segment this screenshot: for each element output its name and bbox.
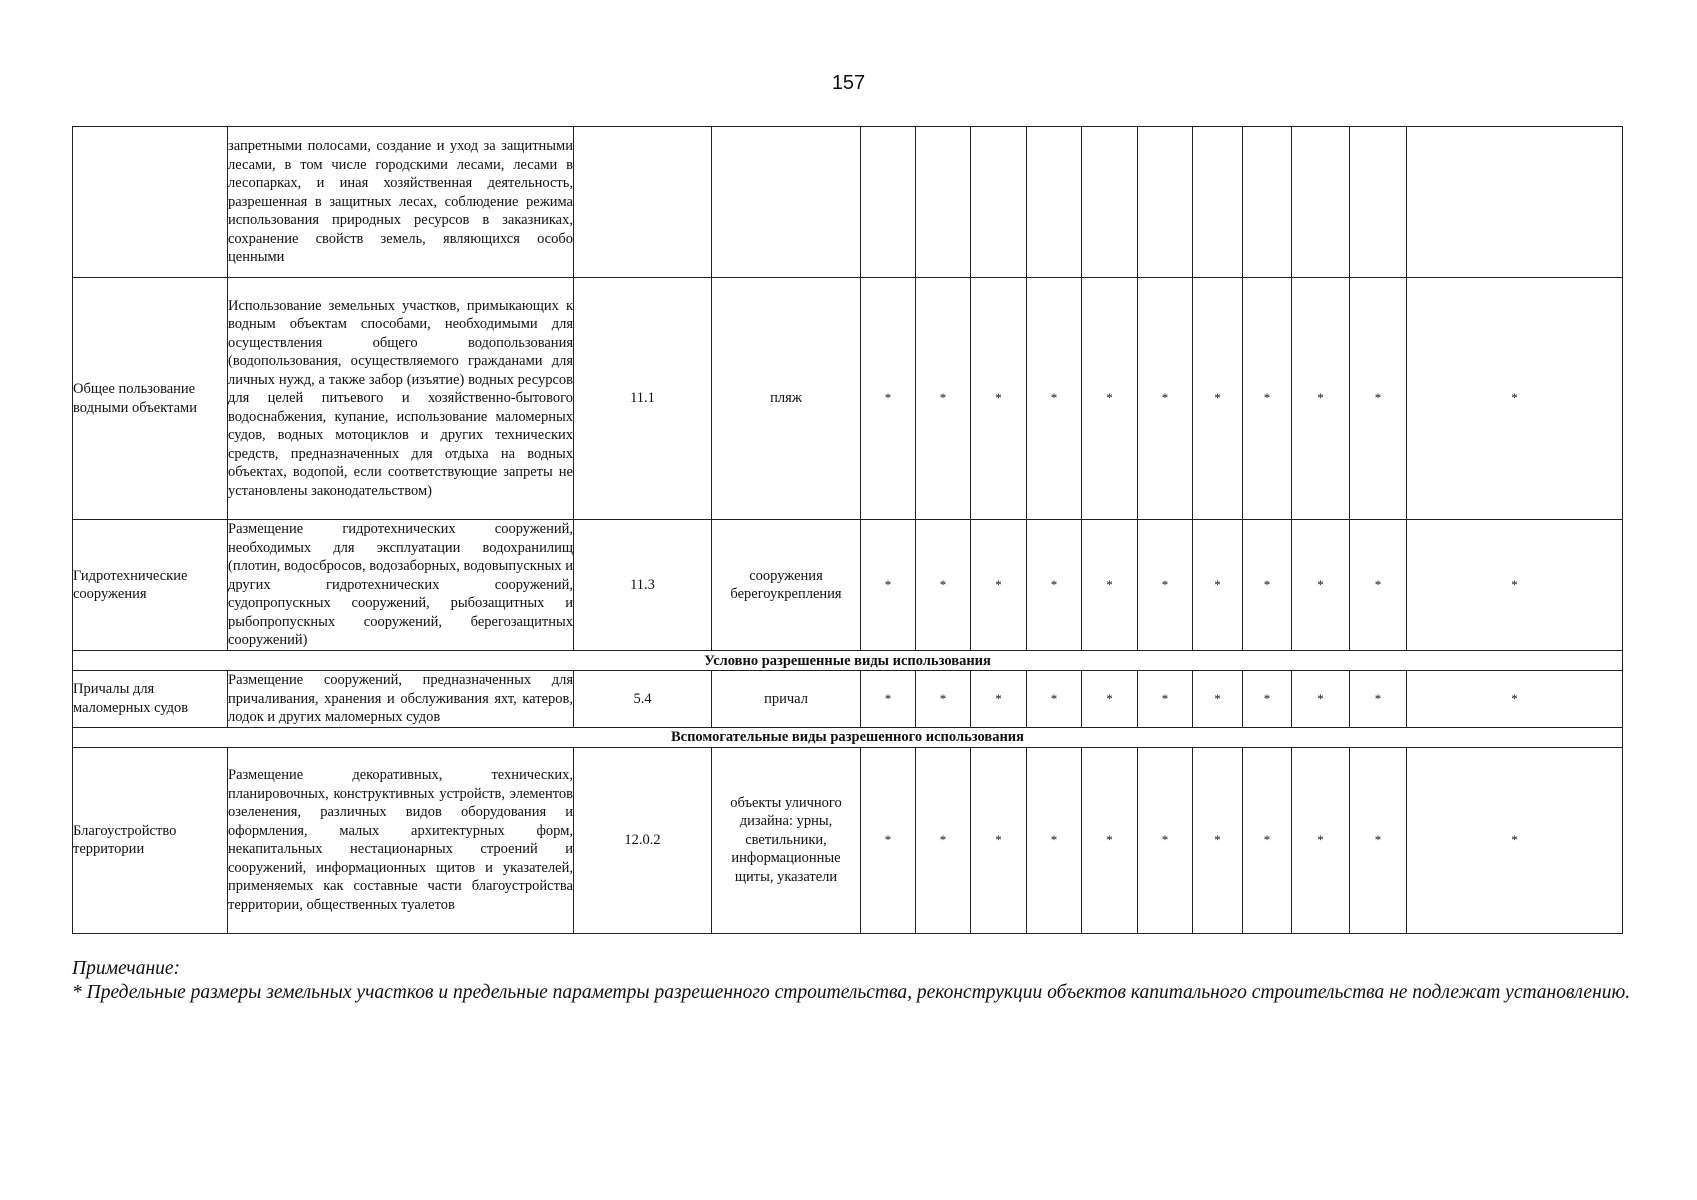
star-cell: * bbox=[861, 671, 916, 728]
row-object bbox=[712, 127, 861, 278]
star-cell: * bbox=[1350, 671, 1407, 728]
table-row bbox=[73, 520, 1623, 651]
table-row bbox=[73, 127, 1623, 278]
page-number: 157 bbox=[831, 72, 866, 94]
param-cell bbox=[1292, 127, 1350, 278]
star-cell: * bbox=[1027, 747, 1082, 933]
star-cell: * bbox=[861, 278, 916, 520]
star-cell: * bbox=[1407, 520, 1623, 651]
star-cell: * bbox=[1292, 520, 1350, 651]
star-cell: * bbox=[1292, 747, 1350, 933]
row-code: 11.1 bbox=[574, 278, 712, 520]
star-cell: * bbox=[1138, 278, 1193, 520]
star-cell: * bbox=[1243, 671, 1292, 728]
star-cell: * bbox=[1243, 278, 1292, 520]
footnote-title: Примечание: bbox=[72, 958, 181, 979]
star-cell: * bbox=[1407, 747, 1623, 933]
star-cell: * bbox=[1027, 520, 1082, 651]
footnote-text: * Предельные размеры земельных участков и предельные параметры разрешенного строительства, реконструкции объектов капитального строительства не подлежат установлению. bbox=[72, 982, 1631, 1003]
star-cell: * bbox=[1138, 671, 1193, 728]
star-cell: * bbox=[916, 747, 971, 933]
star-cell: * bbox=[971, 278, 1027, 520]
star-cell: * bbox=[1027, 671, 1082, 728]
star-cell: * bbox=[1138, 520, 1193, 651]
param-cell bbox=[1027, 127, 1082, 278]
row-description: Использование земельных участков, примыкающих к водным объектам способами, необходимыми для осуществления общего водопользования (водопользования, осуществляемого гражданами для личных нужд, а также забор (изъятие) водных ресурсов для целей питьевого и хозяйственно-бытового водоснабжения, купание, использование маломерных судов, водных мотоциклов и других технических средств, предназначенных для отдыха на водных объектах, водопой, если соответствующие запреты не установлены законодательством) bbox=[228, 278, 574, 520]
star-cell: * bbox=[1350, 747, 1407, 933]
param-cell bbox=[861, 127, 916, 278]
table-body bbox=[73, 127, 1623, 934]
row-code: 11.3 bbox=[574, 520, 712, 651]
row-name: Гидротехнические сооружения bbox=[73, 520, 228, 651]
star-cell: * bbox=[1193, 747, 1243, 933]
star-cell: * bbox=[1243, 747, 1292, 933]
row-object: объекты уличного дизайна: урны, светильники, информационные щиты, указатели bbox=[712, 747, 861, 933]
star-cell: * bbox=[916, 520, 971, 651]
row-object: сооружения берегоукрепления bbox=[712, 520, 861, 651]
star-cell: * bbox=[861, 520, 916, 651]
row-description: Размещение декоративных, технических, планировочных, конструктивных устройств, элементов озеленения, различных видов оборудования и оформления, малых архитектурных форм, некапитальных нестационарных строений и сооружений, информационных щитов и указателей, применяемых как составные части благоустройства территории, общественных туалетов bbox=[228, 747, 574, 933]
star-cell: * bbox=[1082, 278, 1138, 520]
section-header-row bbox=[73, 651, 1623, 671]
star-cell: * bbox=[1138, 747, 1193, 933]
footnote bbox=[72, 957, 1632, 1005]
param-cell bbox=[1407, 127, 1623, 278]
param-cell bbox=[1082, 127, 1138, 278]
row-name: Причалы для маломерных судов bbox=[73, 671, 228, 728]
row-name bbox=[73, 127, 228, 278]
star-cell: * bbox=[1407, 278, 1623, 520]
row-code bbox=[574, 127, 712, 278]
section-title-conditional: Условно разрешенные виды использования bbox=[73, 651, 1623, 671]
star-cell: * bbox=[1193, 520, 1243, 651]
row-name: Благоустройство территории bbox=[73, 747, 228, 933]
table-row bbox=[73, 671, 1623, 728]
land-use-table bbox=[72, 126, 1623, 934]
star-cell: * bbox=[1082, 671, 1138, 728]
star-cell: * bbox=[861, 747, 916, 933]
star-cell: * bbox=[1292, 278, 1350, 520]
star-cell: * bbox=[971, 747, 1027, 933]
star-cell: * bbox=[1292, 671, 1350, 728]
section-title-auxiliary: Вспомогательные виды разрешенного использования bbox=[73, 727, 1623, 747]
param-cell bbox=[1138, 127, 1193, 278]
row-object: причал bbox=[712, 671, 861, 728]
row-code: 12.0.2 bbox=[574, 747, 712, 933]
star-cell: * bbox=[971, 671, 1027, 728]
table-row bbox=[73, 747, 1623, 933]
star-cell: * bbox=[916, 671, 971, 728]
star-cell: * bbox=[1243, 520, 1292, 651]
param-cell bbox=[1350, 127, 1407, 278]
star-cell: * bbox=[1082, 520, 1138, 651]
table-row bbox=[73, 278, 1623, 520]
star-cell: * bbox=[1350, 278, 1407, 520]
star-cell: * bbox=[916, 278, 971, 520]
row-name: Общее пользование водными объектами bbox=[73, 278, 228, 520]
star-cell: * bbox=[1027, 278, 1082, 520]
row-object: пляж bbox=[712, 278, 861, 520]
row-description: Размещение сооружений, предназначенных для причаливания, хранения и обслуживания яхт, катеров, лодок и других маломерных судов bbox=[228, 672, 573, 725]
row-description: запретными полосами, создание и уход за защитными лесами, в том числе городскими лесами, лесами в лесопарках, и иная хозяйственная деятельность, разрешенная в защитных лесах, соблюдение режима использования природных ресурсов в заказниках, сохранение свойств земель, являющихся особо ценными bbox=[228, 127, 574, 278]
star-cell: * bbox=[1407, 671, 1623, 728]
param-cell bbox=[971, 127, 1027, 278]
star-cell: * bbox=[1082, 747, 1138, 933]
star-cell: * bbox=[1350, 520, 1407, 651]
row-code: 5.4 bbox=[574, 671, 712, 728]
star-cell: * bbox=[1193, 671, 1243, 728]
param-cell bbox=[916, 127, 971, 278]
param-cell bbox=[1193, 127, 1243, 278]
star-cell: * bbox=[971, 520, 1027, 651]
section-header-row bbox=[73, 727, 1623, 747]
row-description: Размещение гидротехнических сооружений, необходимых для эксплуатации водохранилищ (плотин, водосбросов, водозаборных, водовыпускных и других гидротехнических сооружений, судопропускных сооружений, рыбозащитных и рыбопропускных сооружений, берегозащитных сооружений) bbox=[228, 520, 574, 651]
star-cell: * bbox=[1193, 278, 1243, 520]
param-cell bbox=[1243, 127, 1292, 278]
